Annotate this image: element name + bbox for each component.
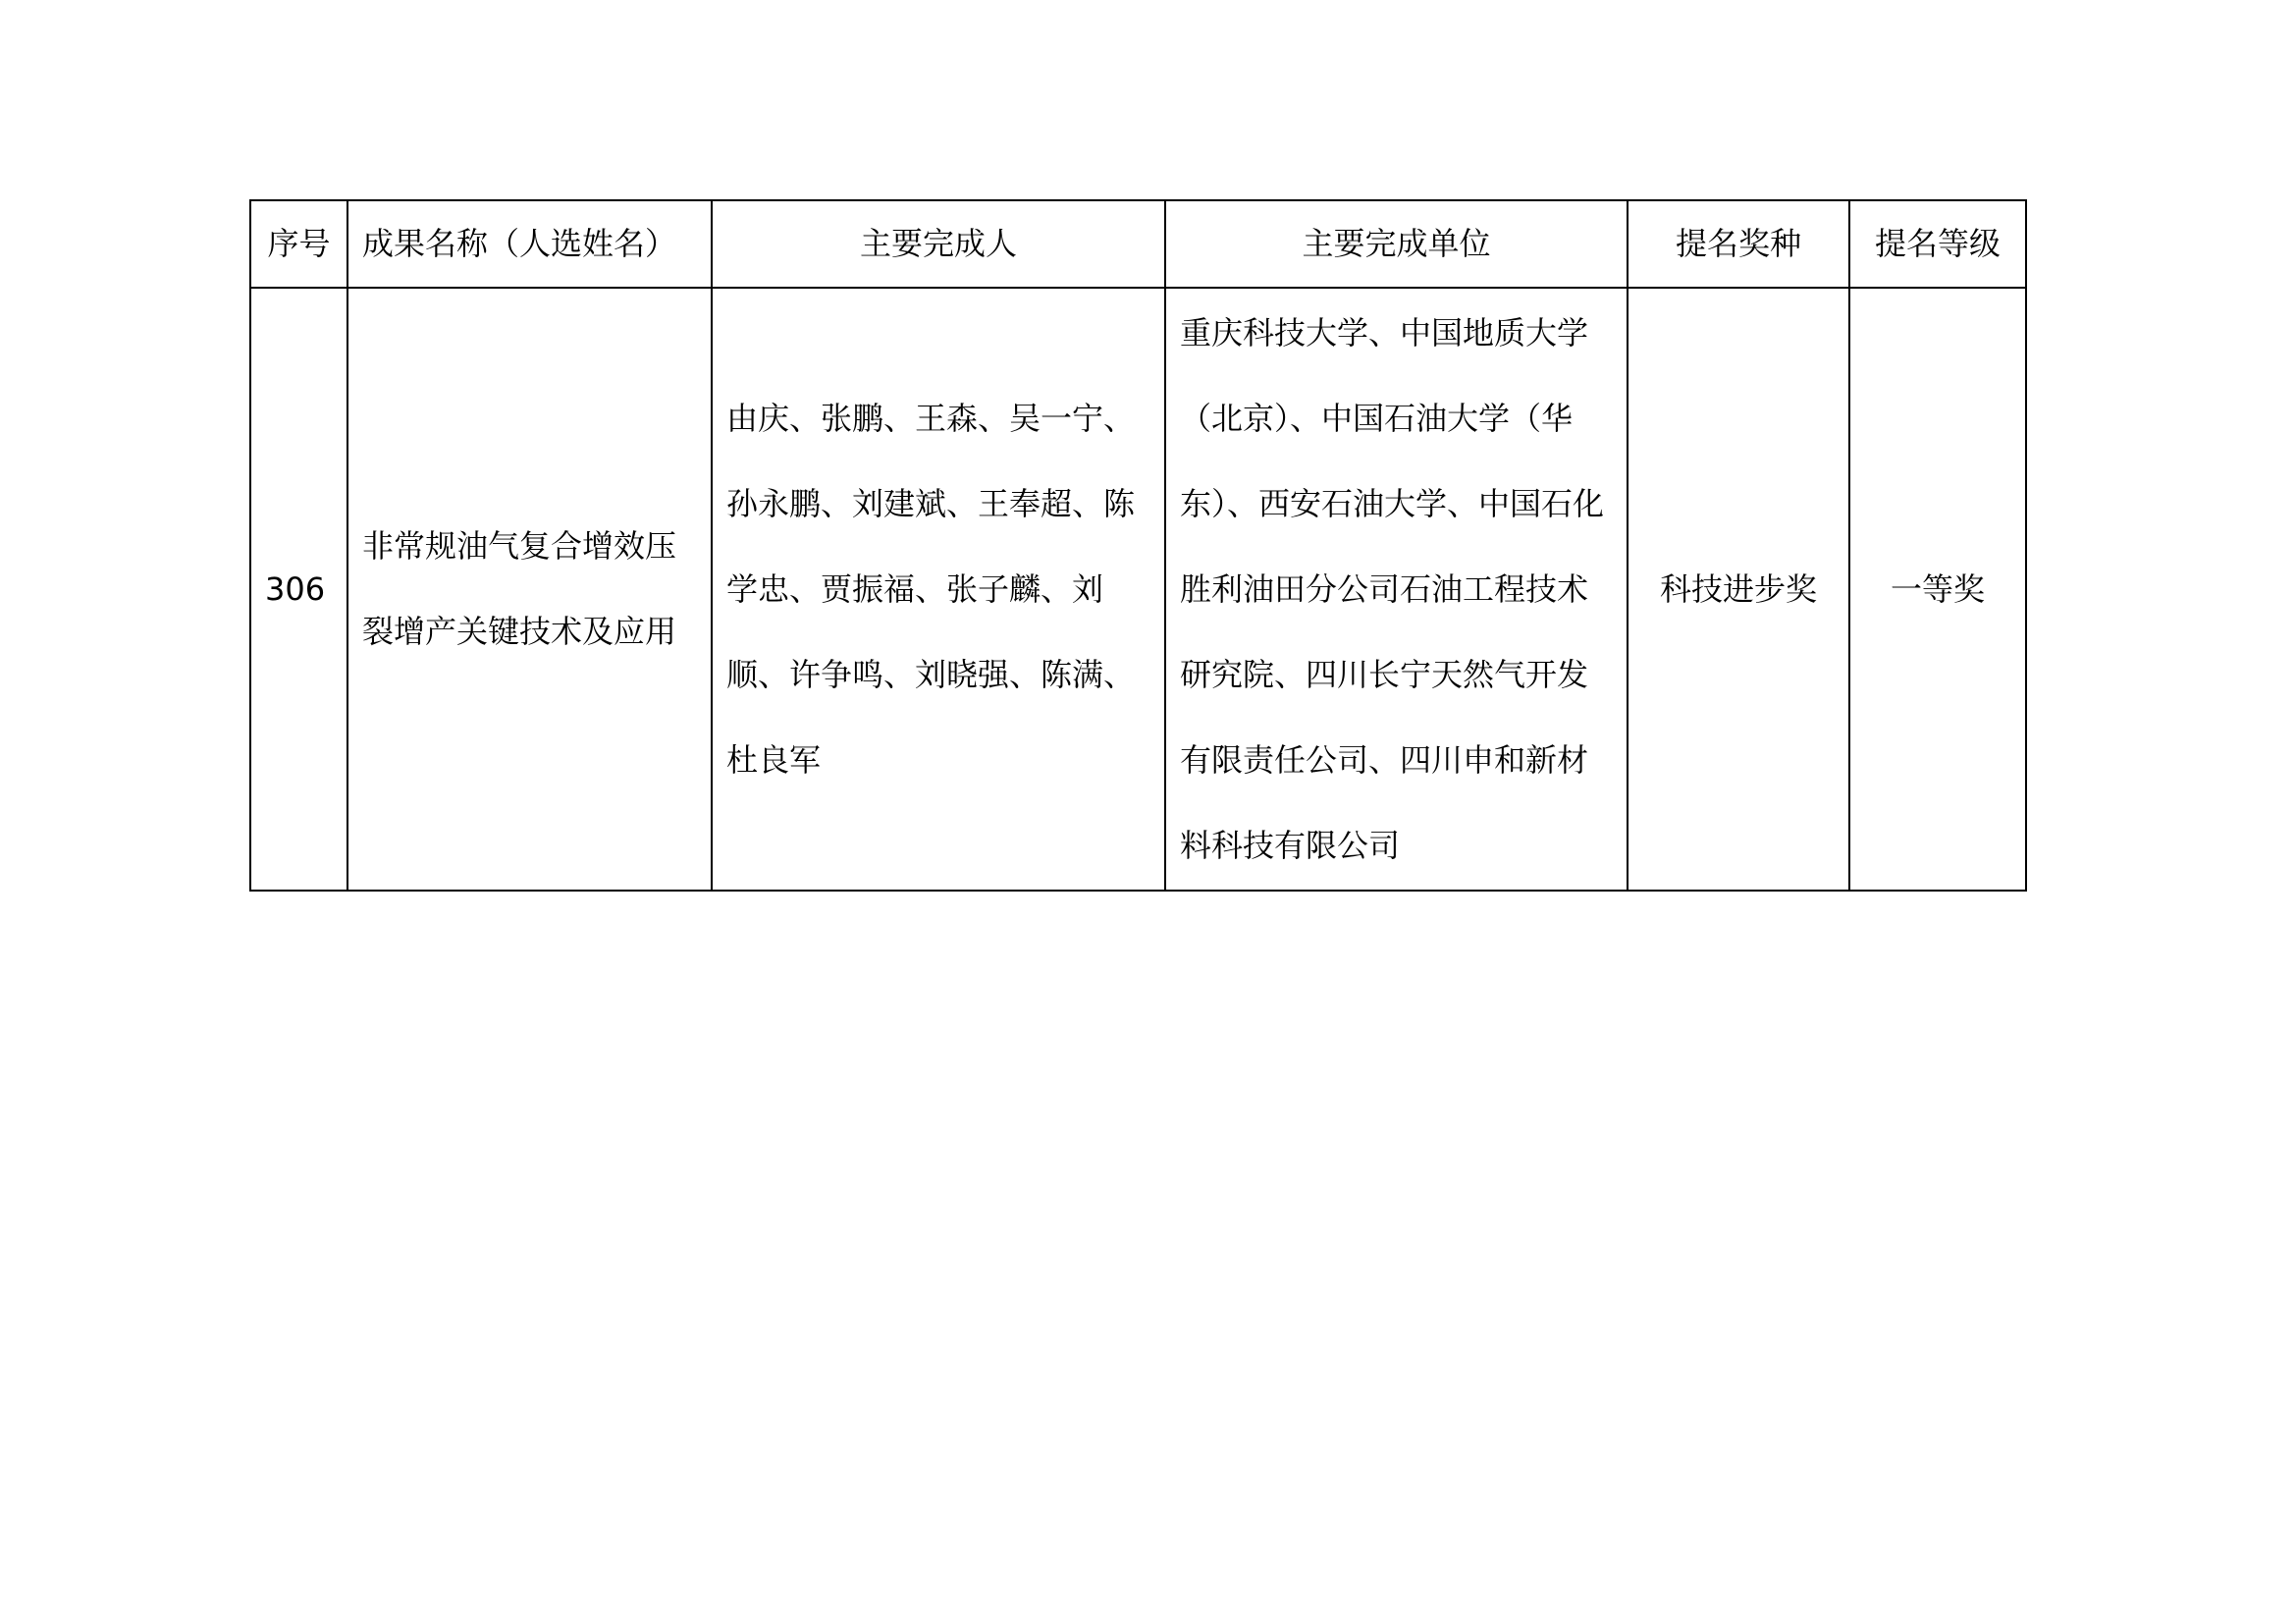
cell-persons: 由庆、张鹏、王森、吴一宁、孙永鹏、刘建斌、王奉超、陈学忠、贾振福、张子麟、刘顺、许争鸣、刘晓强、陈满、杜良军 (712, 288, 1165, 891)
header-title: 成果名称（人选姓名） (347, 200, 712, 288)
cell-award-type: 科技进步奖 (1628, 288, 1849, 891)
header-row (250, 200, 2026, 288)
cell-title: 非常规油气复合增效压裂增产关键技术及应用 (347, 288, 712, 891)
table-header (250, 200, 2026, 288)
header-persons: 主要完成人 (712, 200, 1165, 288)
cell-units: 重庆科技大学、中国地质大学（北京）、中国石油大学（华东）、西安石油大学、中国石化胜利油田分公司石油工程技术研究院、四川长宁天然气开发有限责任公司、四川申和新材料科技有限公司 (1165, 288, 1628, 891)
header-award-type: 提名奖种 (1628, 200, 1849, 288)
header-units: 主要完成单位 (1165, 200, 1628, 288)
table-body (250, 288, 2026, 891)
award-nomination-table (249, 199, 2027, 892)
header-seq: 序号 (250, 200, 347, 288)
cell-seq: 306 (250, 288, 347, 891)
table-row (250, 288, 2026, 891)
cell-award-level: 一等奖 (1849, 288, 2026, 891)
header-award-level: 提名等级 (1849, 200, 2026, 288)
